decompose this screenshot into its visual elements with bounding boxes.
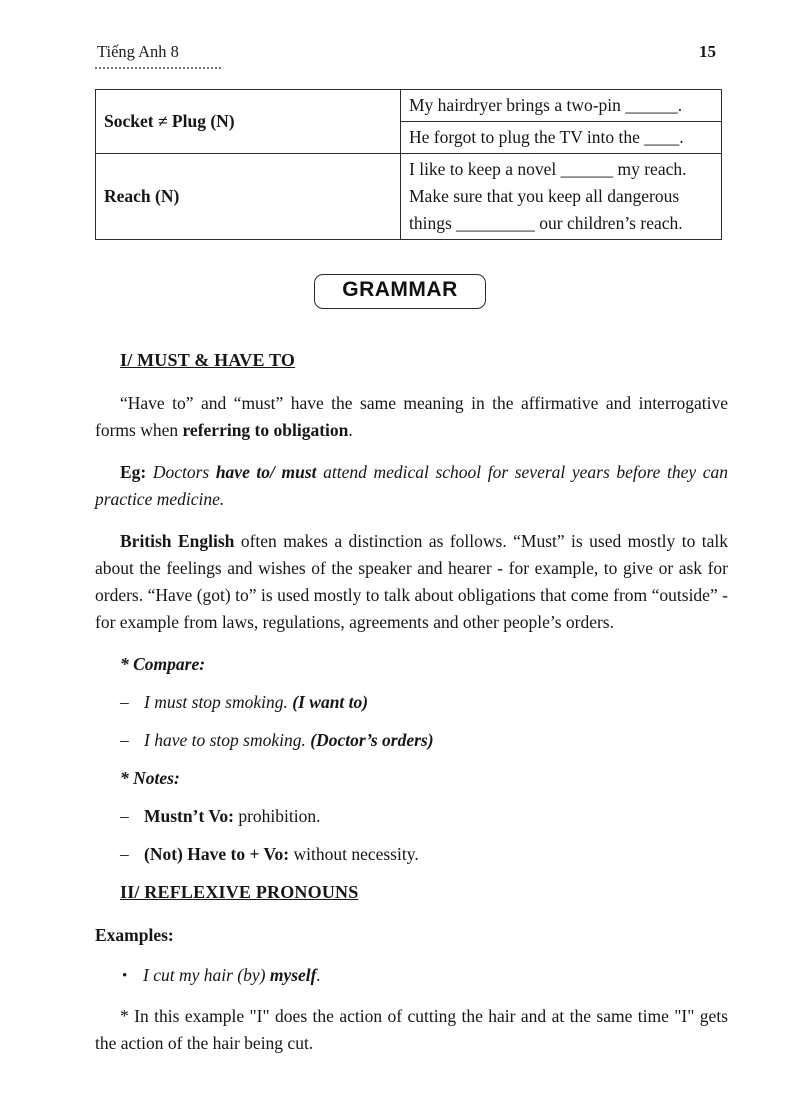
page-body — [0, 309, 800, 1057]
paragraph-british-english — [95, 528, 728, 636]
paragraph-example-eg — [95, 459, 728, 513]
text-run-italic: Doctors — [152, 462, 216, 482]
dash-marker: – — [120, 692, 129, 712]
section-heading-reflexive-pronouns: II/ REFLEXIVE PRONOUNS — [120, 882, 359, 902]
vocab-example-group — [401, 154, 722, 240]
notes-label: * Notes: — [120, 768, 180, 788]
compare-label: * Compare: — [120, 654, 206, 674]
text-run-bold-italic: (I want to) — [292, 692, 369, 712]
compare-item — [120, 727, 728, 754]
vocab-term-socket-plug: Socket ≠ Plug (N) — [96, 90, 401, 154]
bullet-example — [122, 962, 728, 990]
text-run-bold-italic: myself — [269, 965, 317, 985]
text-run-italic: I cut my hair (by) — [143, 965, 270, 985]
text-run: prohibition. — [233, 806, 321, 826]
text-run-bold-italic: (Doctor’s orders) — [310, 730, 434, 750]
dash-marker: – — [120, 806, 129, 826]
dash-marker: – — [120, 730, 129, 750]
vocab-example-sentence: My hairdryer brings a two-pin ______. — [401, 90, 722, 122]
vocab-term-reach: Reach (N) — [96, 154, 401, 240]
text-run-bold: British English — [120, 531, 235, 551]
bullet-icon: • — [122, 968, 128, 984]
vocab-row-socket-plug — [96, 90, 722, 122]
dash-marker: – — [120, 844, 129, 864]
text-run: without necessity. — [289, 844, 419, 864]
paragraph-must-meaning — [95, 390, 728, 444]
page-number: 15 — [699, 42, 716, 61]
vocab-example-sentence: He forgot to plug the TV into the ____. — [401, 122, 722, 154]
grammar-title: GRAMMAR — [342, 278, 458, 301]
vocab-example-sentence: I like to keep a novel ______ my reach. — [409, 159, 687, 179]
vocab-table — [95, 89, 722, 240]
text-run: often makes a distinction as follows. “Must” is used mostly to talk about the feelings and wishes of the speaker and hearer - for example, to give or ask for orders. “Have (got) to” is used mostly to talk about obligations that come from “outside” - for example from laws, regulations, agreements and other people’s orders. — [95, 531, 728, 632]
grammar-heading-box — [314, 274, 485, 309]
text-run-bold-italic: have to/ must — [215, 462, 317, 482]
page-header — [0, 0, 800, 69]
examples-label: Examples: — [95, 925, 174, 945]
compare-item — [120, 689, 728, 716]
text-run-italic: attend medical school for several years before they can practice medicine. — [95, 462, 729, 509]
text-run-bold: Mustn’t Vo: — [144, 806, 234, 826]
text-run-bold: referring to obligation — [182, 420, 349, 440]
text-run: . — [348, 420, 353, 440]
book-title: Tiếng Anh 8 — [95, 42, 221, 69]
text-run-italic: . — [316, 965, 321, 985]
text-run-italic: I must stop smoking. — [144, 692, 293, 712]
vocab-row-reach — [96, 154, 722, 240]
paragraph-reflexive-explanation: * In this example "I" does the action of cutting the hair and at the same time "I" gets the action of the hair being cut. — [95, 1006, 728, 1053]
note-item — [120, 841, 728, 868]
text-run-bold: (Not) Have to + Vo: — [144, 844, 290, 864]
text-run-italic: I have to stop smoking. — [144, 730, 311, 750]
note-item — [120, 803, 728, 830]
text-run: “Have to” and “must” have the same meaning in the affirmative and interrogative forms when — [95, 393, 728, 440]
eg-label: Eg: — [120, 462, 153, 482]
vocab-example-sentence: Make sure that you keep all dangerous things _________ our children’s reach. — [409, 186, 683, 233]
section-heading-must-have-to: I/ MUST & HAVE TO — [120, 350, 296, 370]
